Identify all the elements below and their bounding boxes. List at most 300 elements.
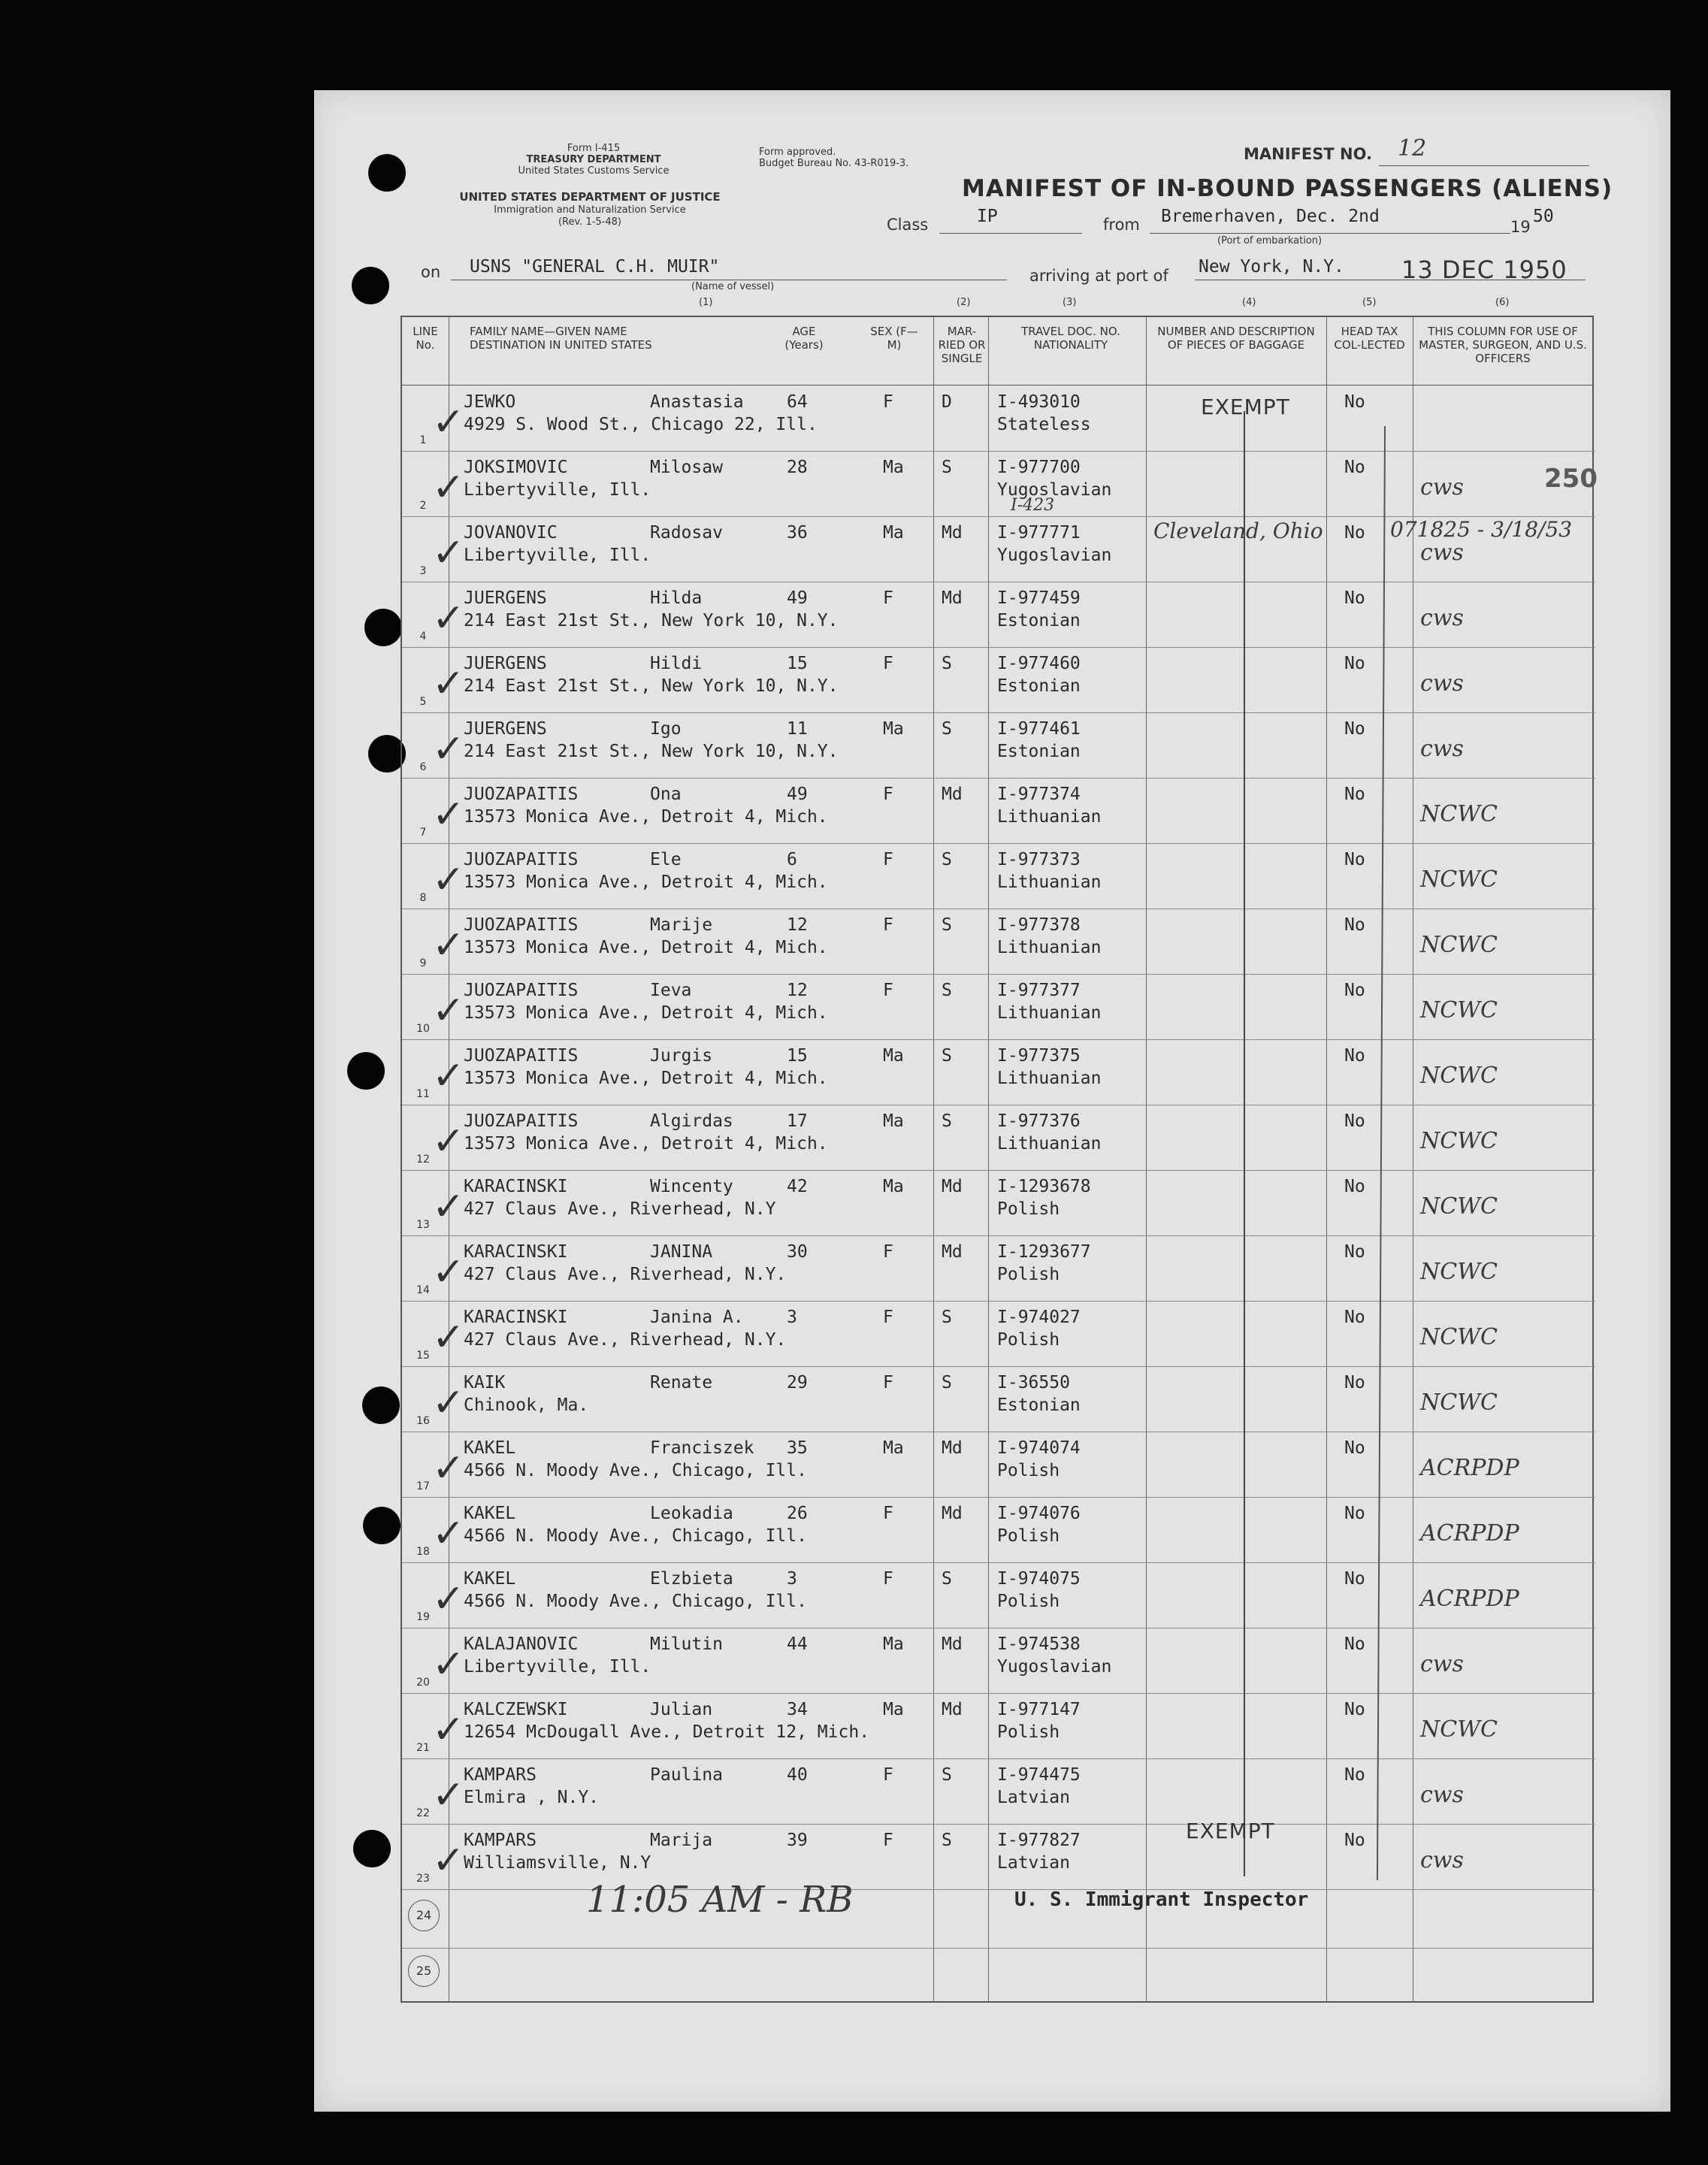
head-tax: No (1344, 523, 1365, 543)
row-divider (402, 1889, 1595, 1890)
underline (939, 233, 1082, 234)
table-row (402, 779, 1595, 844)
check-mark-icon: ✓ (432, 923, 465, 968)
destination-address: 13573 Monica Ave., Detroit 4, Mich. (464, 807, 828, 827)
year-prefix: 19 (1510, 218, 1531, 236)
check-mark-icon: ✓ (432, 1054, 465, 1099)
head-tax: No (1344, 719, 1365, 739)
age: 42 (787, 1177, 808, 1196)
marital-status: Md (942, 1438, 963, 1458)
family-name: KAKEL (464, 1504, 516, 1523)
destination-address: Libertyville, Ill. (464, 480, 651, 500)
travel-document-number: I-977378 (997, 915, 1081, 935)
travel-document-number: I-977461 (997, 719, 1081, 739)
officer-note: NCWC (1420, 997, 1498, 1024)
sex: Ma (883, 1700, 904, 1719)
given-name: Franciszek (650, 1438, 754, 1458)
given-name: Algirdas (650, 1111, 733, 1131)
officer-note: NCWC (1420, 1193, 1498, 1220)
line-number: 13 (416, 1219, 430, 1231)
passenger-table (401, 316, 1594, 2003)
exempt-stamp-top: EXEMPT (1201, 395, 1290, 419)
line-number: 8 (419, 892, 427, 904)
check-mark-icon: ✓ (432, 400, 465, 445)
travel-document-number: I-1293678 (997, 1177, 1091, 1196)
marital-status: S (942, 1831, 952, 1850)
destination-address: 13573 Monica Ave., Detroit 4, Mich. (464, 1069, 828, 1088)
destination-address: 214 East 21st St., New York 10, N.Y. (464, 742, 839, 761)
sex: Ma (883, 523, 904, 543)
sex: F (883, 1504, 893, 1523)
on-label: on (421, 263, 441, 281)
age: 36 (787, 523, 808, 543)
line-number: 19 (416, 1611, 430, 1623)
travel-document-number: I-493010 (997, 392, 1081, 412)
nationality: Polish (997, 1526, 1060, 1546)
line-number: 2 (419, 500, 427, 512)
given-name: Jurgis (650, 1046, 713, 1066)
nationality: Yugoslavian (997, 546, 1112, 565)
age: 3 (787, 1308, 797, 1327)
age: 26 (787, 1504, 808, 1523)
destination-address: 214 East 21st St., New York 10, N.Y. (464, 676, 839, 696)
given-name: Radosav (650, 523, 723, 543)
head-tax: No (1344, 785, 1365, 804)
col-number-5: (5) (1362, 297, 1377, 308)
ins-service: Immigration and Naturalization Service (494, 204, 686, 216)
family-name: JUOZAPAITIS (464, 981, 579, 1000)
check-mark-icon: ✓ (432, 1707, 465, 1752)
destination-address: Williamsville, N.Y (464, 1853, 651, 1873)
sex: F (883, 785, 893, 804)
given-name: Anastasia (650, 392, 744, 412)
marital-status: Md (942, 1700, 963, 1719)
col-header-officers: THIS COLUMN FOR USE OF MASTER, SURGEON, AND U.S. OFFICERS (1419, 325, 1587, 365)
col-header-tax: HEAD TAX COL-LECTED (1334, 325, 1405, 352)
age: 34 (787, 1700, 808, 1719)
travel-document-number: I-977376 (997, 1111, 1081, 1131)
family-name: JUOZAPAITIS (464, 915, 579, 935)
nationality: Estonian (997, 676, 1081, 696)
sex: Ma (883, 1177, 904, 1196)
check-mark-icon: ✓ (432, 661, 465, 706)
check-mark-icon: ✓ (432, 988, 465, 1033)
check-mark-icon: ✓ (432, 1184, 465, 1229)
nationality: Estonian (997, 742, 1081, 761)
marital-status: Md (942, 1634, 963, 1654)
line-number: 1 (419, 434, 427, 446)
family-name: KARACINSKI (464, 1177, 568, 1196)
line-number: 9 (419, 957, 427, 969)
head-tax: No (1344, 654, 1365, 673)
family-name: JUOZAPAITIS (464, 850, 579, 869)
vessel-note: (Name of vessel) (691, 281, 775, 292)
nationality: Estonian (997, 1395, 1081, 1415)
table-row (402, 909, 1595, 975)
officer-note: ACRPDP (1420, 1586, 1519, 1612)
cleveland-note: Cleveland, Ohio (1153, 519, 1323, 543)
underline (1379, 165, 1589, 166)
marital-status: Md (942, 1242, 963, 1262)
check-mark-icon: ✓ (432, 596, 465, 641)
sex: F (883, 981, 893, 1000)
destination-address: 13573 Monica Ave., Detroit 4, Mich. (464, 1134, 828, 1154)
family-name: JUOZAPAITIS (464, 1046, 579, 1066)
check-mark-icon: ✓ (432, 1250, 465, 1295)
table-row (402, 1432, 1595, 1498)
destination-address: 214 East 21st St., New York 10, N.Y. (464, 611, 839, 630)
sex: Ma (883, 719, 904, 739)
head-tax: No (1344, 1308, 1365, 1327)
age: 15 (787, 1046, 808, 1066)
destination-address: 4566 N. Moody Ave., Chicago, Ill. (464, 1461, 807, 1480)
col-header-sex: SEX (F—M) (870, 325, 918, 352)
age: 49 (787, 785, 808, 804)
nationality: Lithuanian (997, 1069, 1102, 1088)
col-header-baggage: NUMBER AND DESCRIPTION OF PIECES OF BAGGAGE (1157, 325, 1315, 352)
table-row (402, 1825, 1595, 1890)
given-name: Milosaw (650, 458, 723, 477)
family-name: KAKEL (464, 1438, 516, 1458)
sex: F (883, 1569, 893, 1589)
manifest-title: MANIFEST OF IN-BOUND PASSENGERS (ALIENS) (962, 175, 1613, 202)
family-name: KALAJANOVIC (464, 1634, 579, 1654)
head-tax: No (1344, 392, 1365, 412)
destination-address: 427 Claus Ave., Riverhead, N.Y. (464, 1330, 787, 1350)
destination-address: Elmira , N.Y. (464, 1788, 600, 1807)
sex: F (883, 654, 893, 673)
travel-document-number: I-977700 (997, 458, 1081, 477)
col-number-2: (2) (957, 297, 971, 308)
marital-status: Md (942, 1177, 963, 1196)
check-mark-icon: ✓ (432, 1773, 465, 1818)
sex: F (883, 392, 893, 412)
year-value: 50 (1533, 207, 1554, 226)
check-mark-icon: ✓ (432, 1446, 465, 1491)
customs-service: United States Customs Service (518, 165, 670, 177)
age: 49 (787, 588, 808, 608)
marital-status: S (942, 458, 952, 477)
officer-note: NCWC (1420, 1063, 1498, 1089)
nationality: Lithuanian (997, 1134, 1102, 1154)
given-name: Renate (650, 1373, 713, 1392)
table-row (402, 1628, 1595, 1694)
table-row (402, 975, 1595, 1040)
col-number-4: (4) (1242, 297, 1256, 308)
inspector-label: U. S. Immigrant Inspector (1014, 1888, 1309, 1911)
col-number-1: (1) (699, 297, 713, 308)
age: 39 (787, 1831, 808, 1850)
family-name: JUERGENS (464, 654, 547, 673)
treasury-dept: TREASURY DEPARTMENT (526, 154, 661, 165)
marital-status: Md (942, 523, 963, 543)
travel-document-number: I-977377 (997, 981, 1081, 1000)
head-tax: No (1344, 1831, 1365, 1850)
punch-hole (353, 1830, 391, 1867)
age: 6 (787, 850, 797, 869)
col-number-6: (6) (1495, 297, 1510, 308)
nationality: Yugoslavian (997, 1657, 1112, 1677)
line-number: 6 (419, 761, 427, 773)
check-mark-icon: ✓ (432, 531, 465, 576)
given-name: Leokadia (650, 1504, 733, 1523)
given-name: Ele (650, 850, 682, 869)
destination-address: 4566 N. Moody Ave., Chicago, Ill. (464, 1592, 807, 1611)
officer-note: NCWC (1420, 801, 1498, 827)
table-row (402, 1040, 1595, 1105)
nationality: Polish (997, 1330, 1060, 1350)
table-row (402, 1367, 1595, 1432)
family-name: KAKEL (464, 1569, 516, 1589)
family-name: KALCZEWSKI (464, 1700, 568, 1719)
head-tax: No (1344, 1700, 1365, 1719)
nationality: Polish (997, 1265, 1060, 1284)
line-number: 4 (419, 630, 427, 643)
travel-document-number: I-977147 (997, 1700, 1081, 1719)
travel-document-number: I-974027 (997, 1308, 1081, 1327)
nationality: Stateless (997, 415, 1091, 434)
family-name: JUOZAPAITIS (464, 1111, 579, 1131)
head-tax: No (1344, 1569, 1365, 1589)
head-tax: No (1344, 1438, 1365, 1458)
age: 12 (787, 915, 808, 935)
marital-status: S (942, 850, 952, 869)
col-header-married: MAR-RIED OR SINGLE (938, 325, 986, 365)
class-value: IP (977, 207, 998, 226)
travel-document-number: I-977373 (997, 850, 1081, 869)
officer-note: NCWC (1420, 1259, 1498, 1285)
travel-document-number: I-977771 (997, 523, 1081, 543)
destination-address: Libertyville, Ill. (464, 1657, 651, 1677)
manifest-no-label: MANIFEST NO. (1244, 145, 1372, 163)
family-name: KARACINSKI (464, 1308, 568, 1327)
check-mark-icon: ✓ (432, 727, 465, 772)
head-tax: No (1344, 1504, 1365, 1523)
vessel-name: USNS "GENERAL C.H. MUIR" (470, 257, 720, 277)
table-row (402, 1759, 1595, 1825)
head-tax: No (1344, 915, 1365, 935)
given-name: Igo (650, 719, 682, 739)
marital-status: S (942, 1765, 952, 1785)
arrival-port: New York, N.Y. (1199, 257, 1344, 277)
head-tax: No (1344, 1634, 1365, 1654)
table-row (402, 844, 1595, 909)
sex: Ma (883, 1111, 904, 1131)
nationality: Lithuanian (997, 938, 1102, 957)
age: 35 (787, 1438, 808, 1458)
check-mark-icon: ✓ (432, 1577, 465, 1622)
nationality: Estonian (997, 611, 1081, 630)
nationality: Lithuanian (997, 807, 1102, 827)
form-header-left (451, 143, 736, 177)
marital-status: D (942, 392, 952, 412)
line-number: 10 (416, 1023, 430, 1035)
col-header-line: LINE No. (413, 325, 438, 352)
header-divider (402, 385, 1592, 386)
baggage-ditto-line (1244, 411, 1245, 1876)
nationality: Polish (997, 1722, 1060, 1742)
age: 40 (787, 1765, 808, 1785)
marital-status: S (942, 1308, 952, 1327)
family-name: KARACINSKI (464, 1242, 568, 1262)
arrival-date-stamp: 13 DEC 1950 (1401, 256, 1567, 284)
marital-status: S (942, 1569, 952, 1589)
age: 29 (787, 1373, 808, 1392)
sex: F (883, 1242, 893, 1262)
sex: F (883, 1765, 893, 1785)
nationality: Yugoslavian (997, 480, 1112, 500)
marital-status: Md (942, 785, 963, 804)
row-divider (402, 1948, 1592, 1949)
travel-document-number: I-977374 (997, 785, 1081, 804)
travel-document-number: I-974075 (997, 1569, 1081, 1589)
check-mark-icon: ✓ (432, 1511, 465, 1556)
check-mark-icon: ✓ (432, 465, 465, 510)
table-row (402, 1563, 1595, 1628)
form-revision: (Rev. 1-5-48) (558, 216, 621, 228)
officer-note: NCWC (1420, 1324, 1498, 1350)
punch-hole (352, 267, 389, 304)
table-row (402, 648, 1595, 713)
officer-note: NCWC (1420, 866, 1498, 893)
line-24-marker: 24 (408, 1900, 440, 1931)
marital-status: S (942, 915, 952, 935)
nationality: Latvian (997, 1853, 1070, 1873)
nationality: Polish (997, 1461, 1060, 1480)
officer-note: ACRPDP (1420, 1455, 1519, 1481)
marital-status: S (942, 1111, 952, 1131)
punch-hole (362, 1386, 400, 1424)
line-number: 18 (416, 1546, 430, 1558)
head-tax: No (1344, 981, 1365, 1000)
age: 3 (787, 1569, 797, 1589)
given-name: Hilda (650, 588, 703, 608)
from-value: Bremerhaven, Dec. 2nd (1161, 207, 1380, 226)
destination-address: 427 Claus Ave., Riverhead, N.Y. (464, 1265, 787, 1284)
destination-address: Chinook, Ma. (464, 1395, 589, 1415)
line-number: 17 (416, 1480, 430, 1492)
given-name: Marija (650, 1831, 713, 1850)
age: 28 (787, 458, 808, 477)
destination-address: 13573 Monica Ave., Detroit 4, Mich. (464, 872, 828, 892)
check-mark-icon: ✓ (432, 1315, 465, 1360)
officer-note: cws (1420, 1782, 1464, 1808)
class-label: Class (887, 216, 929, 234)
line-number: 23 (416, 1873, 430, 1885)
line-number: 7 (419, 827, 427, 839)
budget-bureau: Budget Bureau No. 43-R019-3. (759, 158, 909, 169)
given-name: Ieva (650, 981, 692, 1000)
given-name: Milutin (650, 1634, 723, 1654)
travel-document-number: I-977459 (997, 588, 1081, 608)
row3-doc-note: I-423 (1011, 496, 1055, 515)
col-header-travel: TRAVEL DOC. NO. NATIONALITY (1021, 325, 1120, 352)
officer-note: cws (1420, 736, 1464, 762)
officer-note: cws (1420, 540, 1464, 566)
travel-document-number: I-1293677 (997, 1242, 1091, 1262)
check-mark-icon: ✓ (432, 1119, 465, 1164)
travel-document-number: I-974475 (997, 1765, 1081, 1785)
nationality: Polish (997, 1592, 1060, 1611)
age: 11 (787, 719, 808, 739)
family-name: KAMPARS (464, 1831, 537, 1850)
check-mark-icon: ✓ (432, 1838, 465, 1883)
table-row (402, 582, 1595, 648)
age: 12 (787, 981, 808, 1000)
check-mark-icon: ✓ (432, 1642, 465, 1687)
punch-hole (368, 154, 406, 192)
sex: F (883, 850, 893, 869)
punch-hole (347, 1052, 385, 1090)
officer-note: NCWC (1420, 932, 1498, 958)
given-name: Wincenty (650, 1177, 733, 1196)
col-header-name: FAMILY NAME—GIVEN NAME DESTINATION IN UNITED STATES (470, 325, 652, 352)
line-number: 22 (416, 1807, 430, 1819)
nationality: Latvian (997, 1788, 1070, 1807)
family-name: JEWKO (464, 392, 516, 412)
form-approved: Form approved. (759, 147, 836, 158)
destination-address: 427 Claus Ave., Riverhead, N.Y (464, 1199, 776, 1219)
form-number: Form I-415 (567, 143, 621, 154)
check-mark-icon: ✓ (432, 857, 465, 903)
destination-address: Libertyville, Ill. (464, 546, 651, 565)
exempt-stamp-bottom: EXEMPT (1186, 1819, 1275, 1843)
given-name: Paulina (650, 1765, 723, 1785)
marital-status: Md (942, 1504, 963, 1523)
officer-note: cws (1420, 605, 1464, 631)
sex: Ma (883, 1046, 904, 1066)
head-tax: No (1344, 1373, 1365, 1392)
marital-status: S (942, 719, 952, 739)
officer-note: NCWC (1420, 1128, 1498, 1154)
line-number: 20 (416, 1677, 430, 1689)
underline (1150, 233, 1510, 234)
table-row (402, 1498, 1595, 1563)
embarkation-note: (Port of embarkation) (1217, 235, 1323, 246)
table-row (402, 1236, 1595, 1302)
age: 44 (787, 1634, 808, 1654)
sex: F (883, 1373, 893, 1392)
family-name: KAIK (464, 1373, 506, 1392)
travel-document-number: I-977460 (997, 654, 1081, 673)
from-label: from (1103, 216, 1140, 234)
destination-address: 13573 Monica Ave., Detroit 4, Mich. (464, 938, 828, 957)
officer-note: cws (1420, 474, 1464, 500)
line-number: 15 (416, 1350, 430, 1362)
line-number: 21 (416, 1742, 430, 1754)
check-mark-icon: ✓ (432, 1380, 465, 1426)
sex: F (883, 1831, 893, 1850)
officer-note: cws (1420, 1651, 1464, 1677)
travel-document-number: I-36550 (997, 1373, 1070, 1392)
time-note: 11:05 AM - RB (586, 1879, 854, 1921)
destination-address: 4566 N. Moody Ave., Chicago, Ill. (464, 1526, 807, 1546)
punch-hole (363, 1507, 401, 1544)
sex: Ma (883, 1634, 904, 1654)
given-name: JANINA (650, 1242, 713, 1262)
nationality: Polish (997, 1199, 1060, 1219)
marital-status: S (942, 654, 952, 673)
punch-hole (364, 609, 402, 646)
given-name: Hildi (650, 654, 703, 673)
family-name: JUERGENS (464, 588, 547, 608)
table-row (402, 1302, 1595, 1367)
col-header-age: AGE (Years) (784, 325, 824, 352)
line-number: 5 (419, 696, 427, 708)
head-tax: No (1344, 588, 1365, 608)
marital-status: S (942, 1046, 952, 1066)
table-row (402, 386, 1595, 452)
